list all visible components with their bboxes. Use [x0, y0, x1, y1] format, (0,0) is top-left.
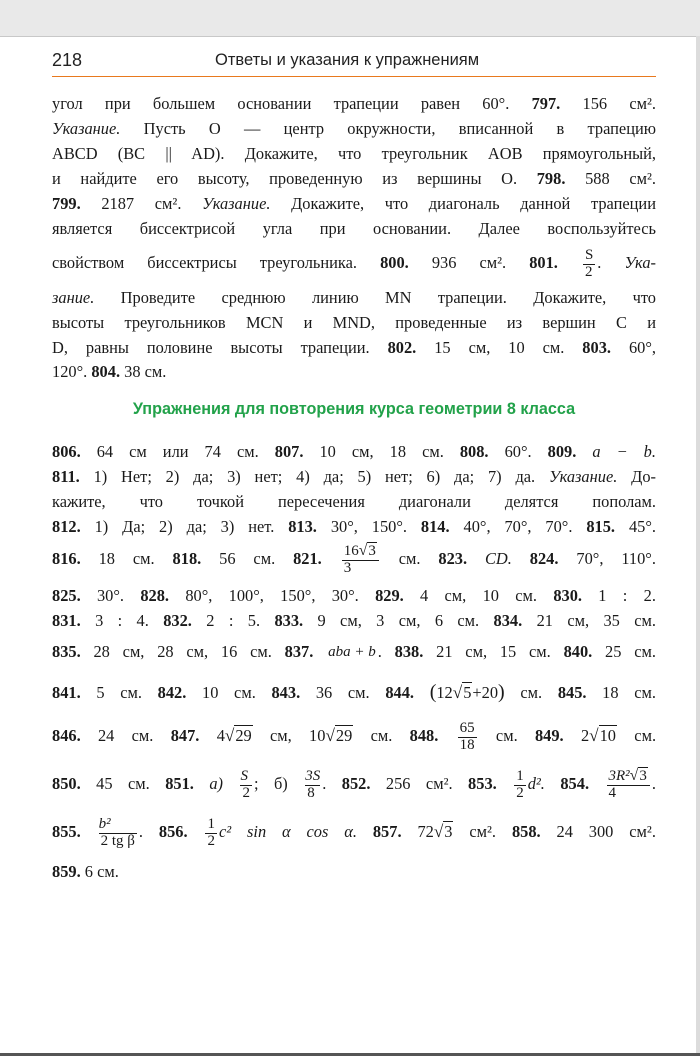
text-line: 831. 3 : 4. 832. 2 : 5. 833. 9 см, 3 см, 6 см. 834. 21 см, 35 см.: [52, 611, 656, 630]
text-line: Указание. Пусть O — центр окружности, вписанной в трапецию: [52, 119, 656, 138]
running-title: Ответы и указания к упражнениям: [215, 51, 480, 69]
text-line: 806. 64 см или 74 см. 807. 10 см, 18 см. 808. 60°. 809. a − b.: [52, 442, 656, 461]
text-line: 859. 6 см.: [52, 862, 119, 881]
text-line: 812. 1) Да; 2) да; 3) нет. 813. 30°, 150°. 814. 40°, 70°, 70°. 815. 45°.: [52, 517, 656, 536]
text-line: D, равны половине высоты трапеции. 802. 15 см, 10 см. 803. 60°,: [52, 338, 656, 357]
text-line: 841. 5 см. 842. 10 см. 843. 36 см. 844. (12√5+20) см. 845. 18 см.: [52, 681, 656, 703]
page-number: 218: [52, 50, 83, 70]
text-line: зание. Проведите среднюю линию MN трапеции. Докажите, что: [52, 288, 656, 307]
text-line: свойством биссектрисы треугольника. 800. 936 см². 801. $\frac{S}{2}$ . Ука-: [52, 246, 656, 280]
fraction-853: $\frac{1}{2}$: [516, 767, 524, 801]
fraction-856: $\frac{1}{2}$: [207, 815, 215, 849]
text-line: кажите, что точкой пересечения диагонали делятся пополам.: [52, 492, 656, 511]
fraction-855: $\frac{\text{b²}}{\text{2 tg β}}$: [98, 815, 135, 849]
text-line: 855. $\frac{\text{b²}}{\text{2 tg β}}$ . 856. $\frac{1}{2}$ c² sin α cos α. 857. 72√3 см². 858. 24 300 см².: [52, 815, 656, 849]
text-line: 120°. 804. 38 см.: [52, 362, 167, 381]
fraction-821: $\frac{16√3}{3}$: [342, 543, 379, 577]
viewer-toolbar: [0, 0, 700, 37]
fraction-854: $\frac{\text{3R²√3}}{4}$: [607, 768, 650, 802]
fraction-837: aba + b: [328, 644, 376, 661]
text-line: 835. 28 см, 28 см, 16 см. 837. aba + b . 838. 21 см, 15 см. 840. 25 см.: [52, 642, 656, 661]
text-line: 811. 1) Нет; 2) да; 3) нет; 4) да; 5) нет; 6) да; 7) да. Указание. До-: [52, 467, 656, 486]
running-header: [52, 48, 656, 77]
text-line: 850. 45 см. 851. $а) \frac{S}{2}$ ; $б) \frac{3S}{8}$ . 852. 256 см². 853. $\frac{1}{2}$ d². 854. $\frac{\text{3R²√3}}{4}$ .: [52, 767, 656, 802]
text-line: и найдите его высоту, проведенную из вершины O. 798. 588 см².: [52, 169, 656, 188]
text-line: ABCD (BC || AD). Докажите, что треугольник AOB прямоугольный,: [52, 144, 656, 163]
fraction-801: $\frac{S}{2}$: [584, 246, 594, 280]
text-line: 846. 24 см. 847. 4√29 см, 10√29 см. 848. $\frac{65}{18}$ см. 849. 2√10 см.: [52, 719, 657, 753]
fraction-851b: $\frac{3S}{8}$: [305, 767, 321, 801]
text-line: угол при большем основании трапеции равен 60°. 797. 156 см².: [52, 94, 657, 113]
text-line: 816. 18 см. 818. 56 см. 821. $\frac{16√3}{3}$ см. 823. CD. 824. 70°, 110°.: [52, 542, 656, 577]
section-title: Упражнения для повторения курса геометрии 8 класса: [132, 400, 576, 418]
fraction-848: $\frac{65}{18}$: [459, 719, 475, 753]
page-edge: [696, 36, 700, 1056]
fraction-851a: $\frac{S}{2}$: [240, 767, 250, 801]
text-line: является биссектрисой угла при основании. Далее воспользуйтесь: [52, 219, 656, 238]
text-line: 799. 2187 см². Указание. Докажите, что диагональ данной трапеции: [52, 194, 656, 213]
text-line: высоты треугольников MCN и MND, проведенные из вершин C и: [52, 313, 656, 332]
text-line: 825. 30°. 828. 80°, 100°, 150°, 30°. 829. 4 см, 10 см. 830. 1 : 2.: [52, 586, 656, 605]
